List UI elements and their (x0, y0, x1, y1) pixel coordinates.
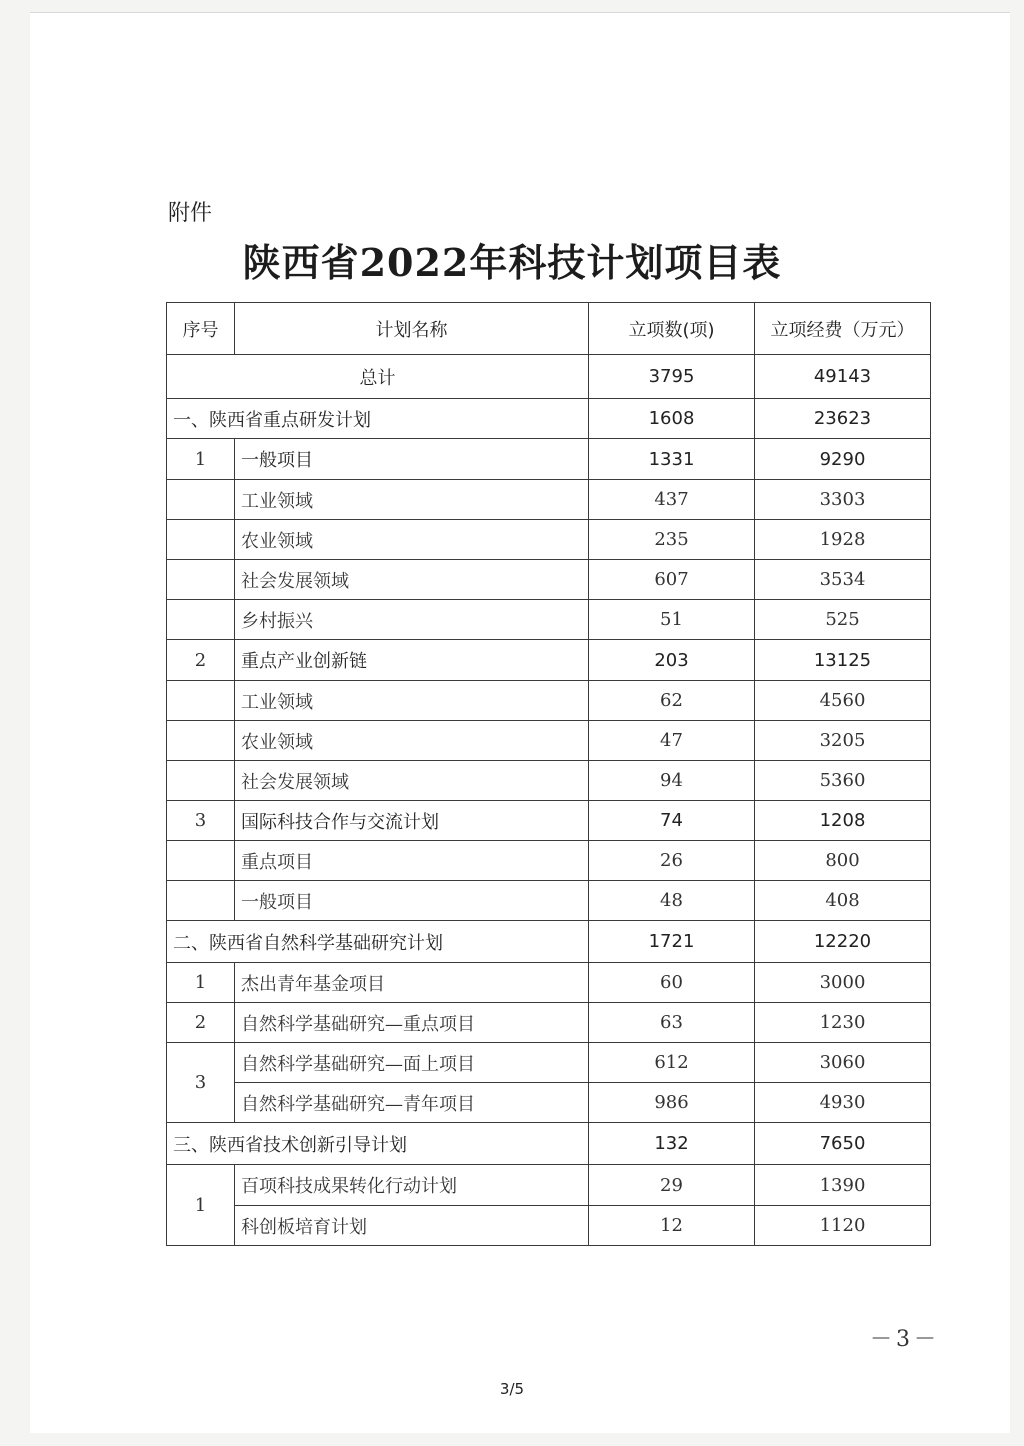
row-count: 63 (589, 1003, 755, 1043)
category-funding: 7650 (755, 1123, 931, 1165)
row-funding: 5360 (755, 761, 931, 801)
row-no (167, 761, 235, 801)
row-funding: 800 (755, 841, 931, 881)
category-row (167, 1123, 931, 1165)
row-no: 3 (167, 801, 235, 841)
category-row (167, 921, 931, 963)
row-count: 235 (589, 520, 755, 560)
table-row (167, 520, 931, 560)
table-row (167, 1206, 931, 1246)
category-name: 一、陕西省重点研发计划 (167, 399, 589, 439)
category-name: 二、陕西省自然科学基础研究计划 (167, 921, 589, 963)
row-count: 48 (589, 881, 755, 921)
category-name: 三、陕西省技术创新引导计划 (167, 1123, 589, 1165)
row-funding: 1230 (755, 1003, 931, 1043)
row-funding: 9290 (755, 439, 931, 480)
row-no: 3 (167, 1043, 235, 1123)
row-funding: 3534 (755, 560, 931, 600)
table-row (167, 1043, 931, 1083)
table-row (167, 480, 931, 520)
table-row (167, 801, 931, 841)
table-row (167, 841, 931, 881)
row-funding: 13125 (755, 640, 931, 681)
row-name: 农业领域 (235, 721, 589, 761)
row-name: 重点产业创新链 (235, 640, 589, 681)
row-no (167, 841, 235, 881)
row-funding: 1120 (755, 1206, 931, 1246)
row-count: 47 (589, 721, 755, 761)
row-name: 一般项目 (235, 881, 589, 921)
row-no (167, 520, 235, 560)
row-name: 百项科技成果转化行动计划 (235, 1165, 589, 1206)
row-funding: 3303 (755, 480, 931, 520)
category-count: 1608 (589, 399, 755, 439)
total-funding: 49143 (755, 355, 931, 399)
row-name: 重点项目 (235, 841, 589, 881)
row-funding: 4930 (755, 1083, 931, 1123)
row-count: 94 (589, 761, 755, 801)
table-row (167, 439, 931, 480)
row-count: 986 (589, 1083, 755, 1123)
row-no: 2 (167, 640, 235, 681)
row-count: 60 (589, 963, 755, 1003)
table-row (167, 1083, 931, 1123)
row-no (167, 480, 235, 520)
header-name: 计划名称 (235, 303, 589, 355)
page-number: －3－ (870, 1327, 940, 1352)
attachment-label: 附件 (168, 201, 213, 226)
total-row (167, 355, 931, 399)
row-no (167, 681, 235, 721)
row-count: 62 (589, 681, 755, 721)
row-count: 437 (589, 480, 755, 520)
row-funding: 1390 (755, 1165, 931, 1206)
table-row (167, 640, 931, 681)
table-row (167, 560, 931, 600)
row-name: 一般项目 (235, 439, 589, 480)
row-name: 乡村振兴 (235, 600, 589, 640)
row-count: 26 (589, 841, 755, 881)
row-name: 杰出青年基金项目 (235, 963, 589, 1003)
total-count: 3795 (589, 355, 755, 399)
row-count: 74 (589, 801, 755, 841)
row-no (167, 600, 235, 640)
row-count: 612 (589, 1043, 755, 1083)
table-row (167, 761, 931, 801)
document-title: 陕西省2022年科技计划项目表 (242, 240, 782, 285)
row-name: 国际科技合作与交流计划 (235, 801, 589, 841)
row-count: 51 (589, 600, 755, 640)
category-count: 132 (589, 1123, 755, 1165)
row-no: 1 (167, 1165, 235, 1246)
row-no (167, 881, 235, 921)
header-no: 序号 (167, 303, 235, 355)
row-funding: 525 (755, 600, 931, 640)
table-row (167, 963, 931, 1003)
row-name: 自然科学基础研究—青年项目 (235, 1083, 589, 1123)
category-count: 1721 (589, 921, 755, 963)
row-no (167, 560, 235, 600)
row-funding: 408 (755, 881, 931, 921)
row-funding: 3000 (755, 963, 931, 1003)
row-name: 自然科学基础研究—重点项目 (235, 1003, 589, 1043)
header-count: 立项数(项) (589, 303, 755, 355)
total-label: 总计 (167, 355, 589, 399)
row-name: 工业领域 (235, 480, 589, 520)
category-row (167, 399, 931, 439)
row-no: 1 (167, 439, 235, 480)
row-funding: 1928 (755, 520, 931, 560)
table-row (167, 721, 931, 761)
row-name: 工业领域 (235, 681, 589, 721)
row-count: 607 (589, 560, 755, 600)
row-name: 社会发展领域 (235, 761, 589, 801)
row-name: 自然科学基础研究—面上项目 (235, 1043, 589, 1083)
row-funding: 3205 (755, 721, 931, 761)
row-funding: 1208 (755, 801, 931, 841)
row-funding: 3060 (755, 1043, 931, 1083)
row-count: 29 (589, 1165, 755, 1206)
table-row (167, 1003, 931, 1043)
row-no: 1 (167, 963, 235, 1003)
table-row (167, 881, 931, 921)
table-header-row (167, 303, 931, 355)
row-name: 农业领域 (235, 520, 589, 560)
pdf-page-indicator: 3/5 (499, 1380, 525, 1398)
project-table (166, 302, 931, 1246)
row-no (167, 721, 235, 761)
row-name: 社会发展领域 (235, 560, 589, 600)
row-name: 科创板培育计划 (235, 1206, 589, 1246)
header-funding: 立项经费（万元） (755, 303, 931, 355)
row-funding: 4560 (755, 681, 931, 721)
row-count: 12 (589, 1206, 755, 1246)
row-count: 1331 (589, 439, 755, 480)
table-row (167, 600, 931, 640)
category-funding: 12220 (755, 921, 931, 963)
row-count: 203 (589, 640, 755, 681)
table-row (167, 681, 931, 721)
category-funding: 23623 (755, 399, 931, 439)
row-no: 2 (167, 1003, 235, 1043)
table-row (167, 1165, 931, 1206)
